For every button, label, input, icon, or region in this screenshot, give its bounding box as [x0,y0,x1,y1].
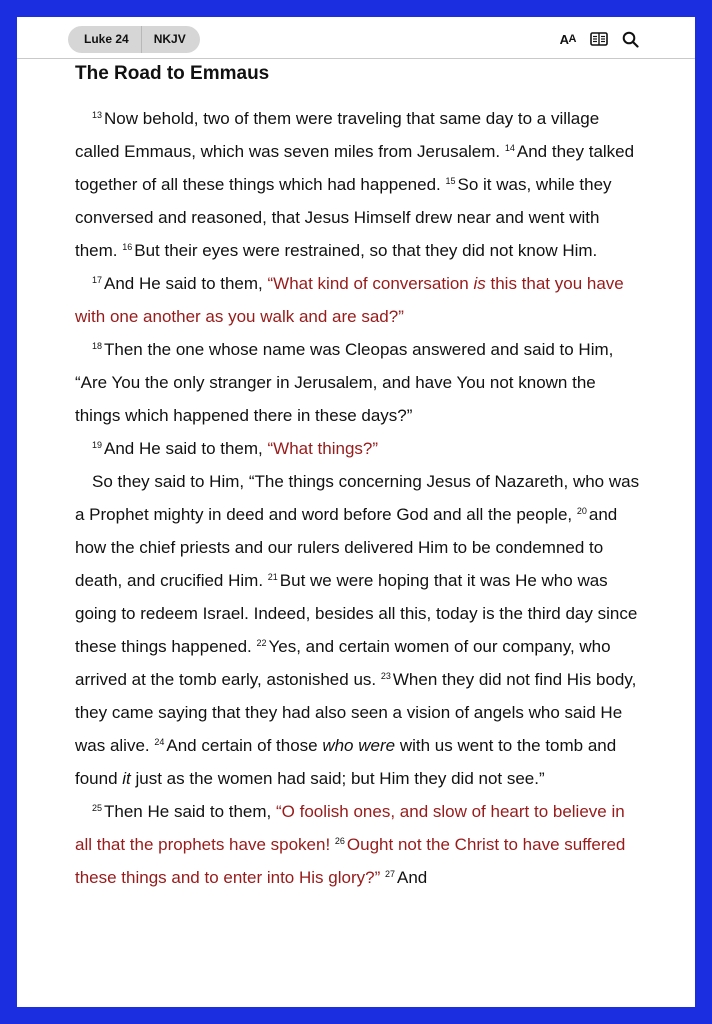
verse-number[interactable]: 15 [445,176,456,186]
text-size-label-big: A [559,31,569,47]
verse-text: Yes, and certain women of our company, who arrived at the tomb early, astonished us. [75,637,611,689]
chapter-content [75,59,645,894]
version-button[interactable]: NKJV [153,32,186,46]
book-chapter-button[interactable]: Luke 24 [68,26,142,53]
verse-text: And He said to them, [104,274,268,293]
verse-text: When they did not find His body, they came saying that they had also seen a vision of angels who said He was alive. [75,670,637,755]
verse-text: And certain of those [166,736,323,755]
verse-text: But their eyes were restrained, so that they did not know Him. [134,241,598,260]
verse-text: Then the one whose name was Cleopas answered and said to Him, “Are You the only stranger in Jerusalem, and have You not known the things which happened there in these days?” [75,340,614,425]
verse-number[interactable]: 17 [92,275,103,285]
words-of-jesus: “O foolish ones, and slow of heart to believe in all that the prophets have spoken! [75,802,625,854]
verse-number[interactable]: 26 [334,836,345,846]
verse-text: But we were hoping that it was He who was going to redeem Israel. Indeed, besides all this, today is the third day since these things happened. [75,571,638,656]
verse-text: So it was, while they conversed and reasoned, that Jesus Himself drew near and went with them. [75,175,612,260]
verse-number[interactable]: 23 [380,671,391,681]
verse-text: And they talked together of all these things which had happened. [75,142,635,194]
verse-number[interactable]: 16 [122,242,133,252]
passage-selector [68,26,200,53]
words-of-jesus: Ought not the Christ to have suffered these things and to enter into His glory?” [75,835,626,887]
verse-text: And He said to them, [104,439,268,458]
reader-screen [17,17,695,1007]
section-heading: The Road to Emmaus [75,63,270,84]
toolbar-actions [560,30,639,48]
verse-text: And [396,868,428,887]
verse-number[interactable]: 24 [154,737,165,747]
verse-number[interactable]: 14 [504,143,515,153]
verse-number[interactable]: 25 [92,803,103,813]
text-size-icon[interactable] [560,30,576,48]
text-size-label-small: A [568,33,576,45]
verse-paragraph [75,102,645,267]
verse-number[interactable]: 21 [267,572,278,582]
verse-number[interactable]: 27 [384,869,395,879]
verse-text: Now behold, two of them were traveling that same day to a village called Emmaus, which was seven miles from Jerusalem. [75,109,600,161]
verse-paragraph [75,432,645,465]
italic-text: who were [322,736,396,755]
verse-paragraph [75,267,645,333]
words-of-jesus: “What kind of conversation [267,274,474,293]
verse-text: with us went to the tomb and found [75,736,617,788]
verse-paragraph [75,795,645,894]
verse-number[interactable]: 22 [256,638,267,648]
verse-number[interactable]: 13 [92,110,103,120]
book-reader-icon[interactable] [590,30,608,48]
verse-text: just as the women had said; but Him they did not see.” [130,769,545,788]
verse-number[interactable]: 20 [576,506,587,516]
verse-text: Then He said to them, [104,802,276,821]
verse-paragraph [75,333,645,432]
verse-paragraph [75,465,645,795]
verse-text: So they said to Him, “The things concerning Jesus of Nazareth, who was a Prophet mighty in deed and word before God and all the people, [75,472,640,524]
words-of-jesus: “What things?” [267,439,379,458]
verse-number[interactable]: 18 [92,341,103,351]
italic-text: it [122,769,131,788]
words-of-jesus: this that you have with one another as you walk and are sad?” [75,274,624,326]
words-of-jesus: is [473,274,486,293]
verse-number[interactable]: 19 [92,440,103,450]
search-icon[interactable] [622,30,639,48]
top-nav-bar [17,17,695,59]
verse-text: and how the chief priests and our rulers delivered Him to be condemned to death, and crucified Him. [75,505,618,590]
